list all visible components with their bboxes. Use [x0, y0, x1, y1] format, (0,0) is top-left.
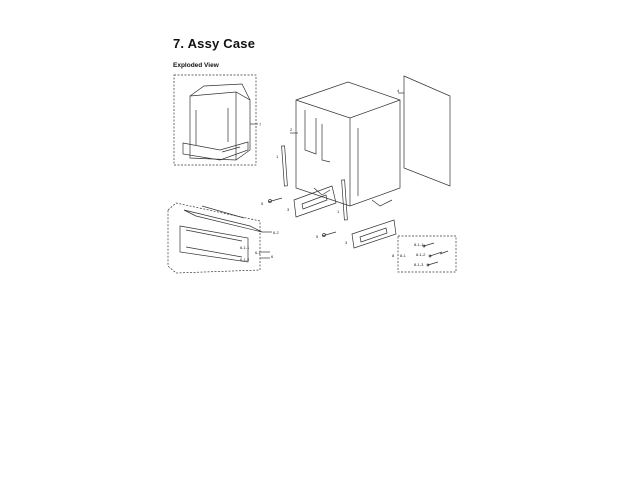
callout-1b: 1 — [337, 209, 340, 214]
callout-6-1-2: 6-1-2 — [240, 257, 250, 262]
assembled-case-inset — [174, 75, 258, 165]
callout-3b: 3 — [345, 240, 348, 245]
callout-4: 4 — [397, 88, 400, 93]
callout-6: 6 — [271, 254, 274, 259]
callout-8-1-1: 8-1-1 — [414, 242, 424, 247]
callout-5b: 5 — [316, 234, 319, 239]
callout-8-1-3: 8-1-3 — [414, 262, 424, 267]
callout-7: 7 — [259, 122, 262, 127]
kick-plate-assembly — [168, 203, 272, 273]
callout-6-1-1: 6-1-1 — [240, 245, 250, 250]
callout-3a: 3 — [287, 207, 290, 212]
section-subtitle: Exploded View — [173, 62, 219, 69]
callout-8: 8 — [392, 253, 395, 258]
parts-kit — [398, 236, 456, 272]
callout-1a: 1 — [276, 154, 279, 159]
side-panel-part — [398, 76, 450, 186]
callout-6-1: 6-1 — [255, 250, 261, 255]
callout-6-2: 6-2 — [273, 230, 279, 235]
callout-8-1: 8-1 — [400, 253, 406, 258]
page-title: 7. Assy Case — [173, 36, 256, 51]
callout-2: 2 — [290, 127, 293, 132]
callout-5a: 5 — [261, 201, 264, 206]
callout-8-1-2: 8-1-2 — [416, 252, 426, 257]
